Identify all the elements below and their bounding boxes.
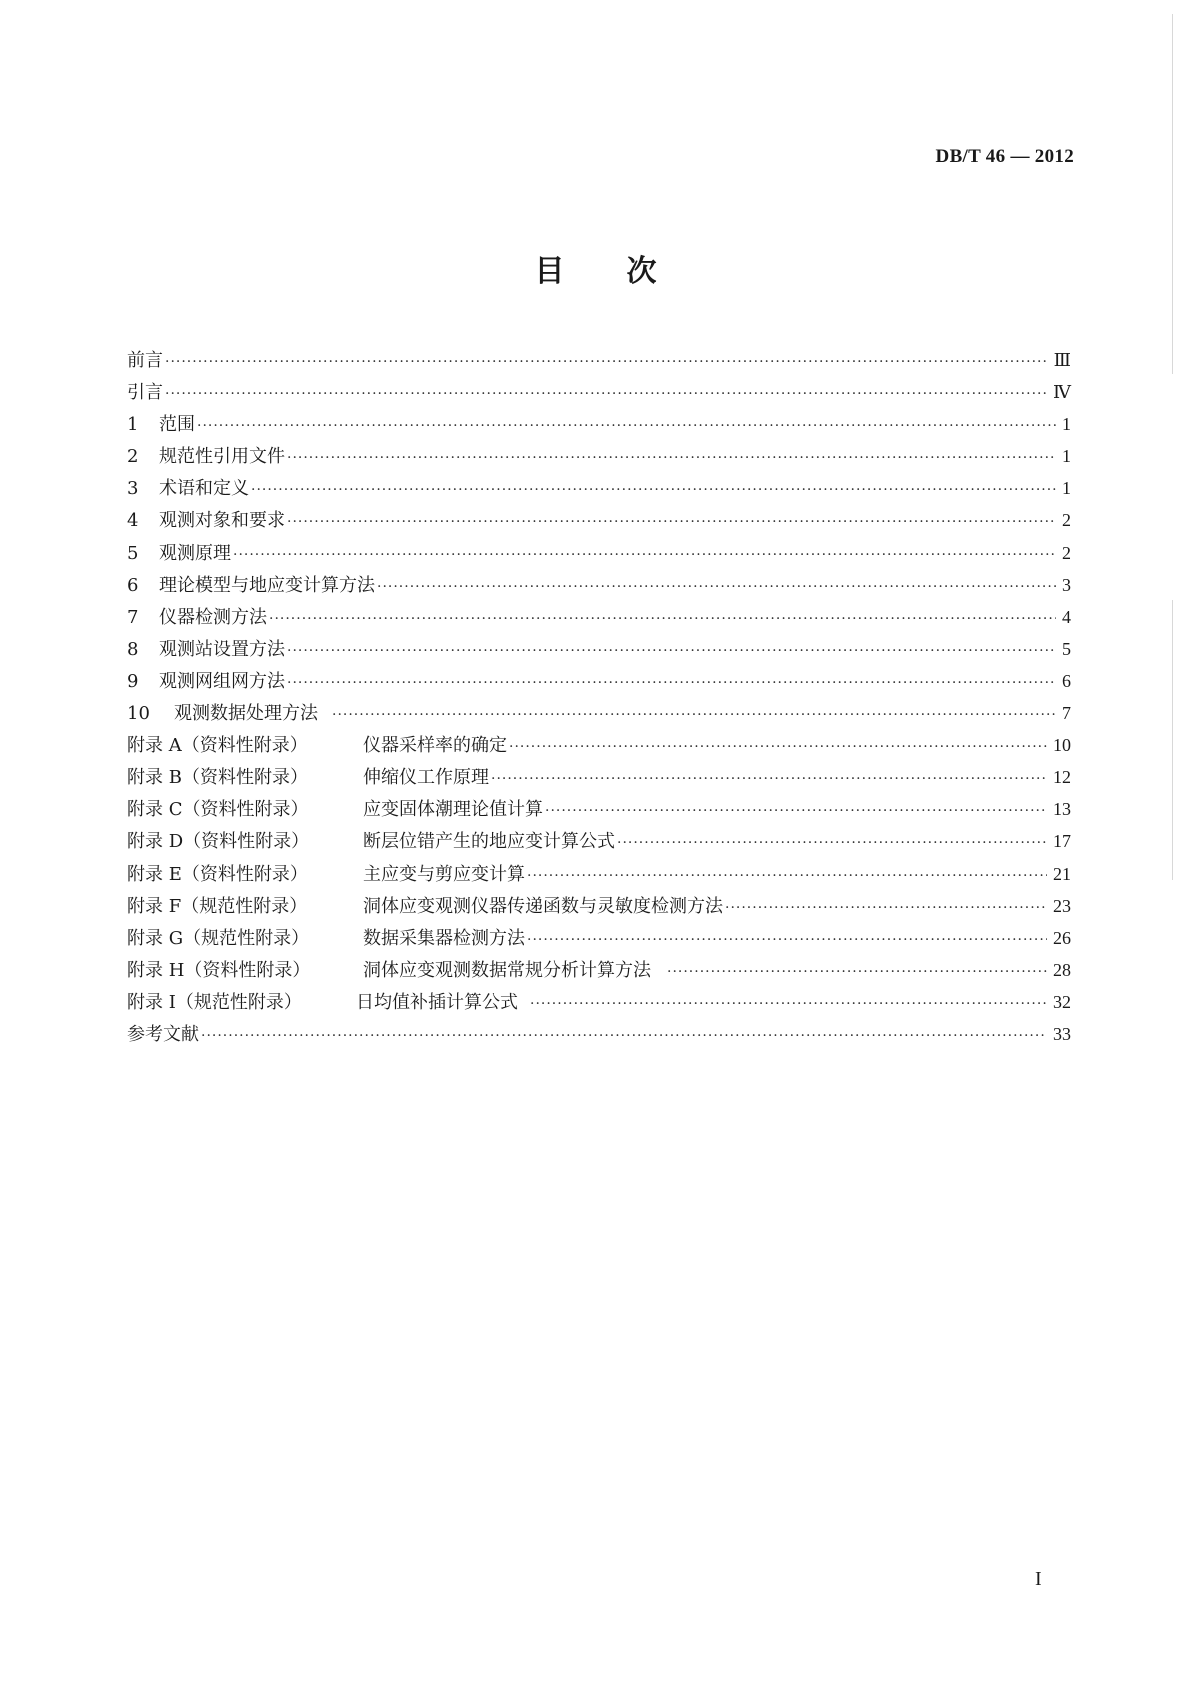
toc-title-char: 目 [534,254,565,289]
toc-appendix-entry[interactable] [127,827,1071,859]
toc-entry-label: 观测原理 [159,542,231,564]
toc-entry-label: 仪器检测方法 [159,606,267,628]
toc-appendix-prefix: 附录 G（规范性附录） [127,927,310,949]
toc-entry[interactable] [127,474,1071,506]
dot-leader [287,450,1056,466]
toc-appendix-prefix: 附录 C（资料性附录） [127,799,309,821]
dot-leader [491,771,1047,787]
toc-appendix-prefix: 附录 F（规范性附录） [127,895,308,917]
toc-entry-label: 观测网组网方法 [159,670,285,692]
toc-entry-page: 13 [1053,799,1071,820]
toc-entry-label: 洞体应变观测数据常规分析计算方法 [363,959,651,981]
toc-appendix-prefix: 附录 B（资料性附录） [127,767,308,789]
toc-entry-number: 2 [127,446,139,468]
dot-leader [527,868,1047,884]
dot-leader [233,547,1056,563]
toc-entry[interactable] [127,1020,1071,1052]
dot-leader [251,482,1056,498]
toc-appendix-prefix: 附录 H（资料性附录） [127,959,311,981]
toc-entry-label: 主应变与剪应变计算 [363,863,525,885]
toc-entry-label: 洞体应变观测仪器传递函数与灵敏度检测方法 [363,895,723,917]
toc-entry[interactable] [127,667,1071,699]
dot-leader [287,514,1056,530]
page-number: I [1035,1568,1042,1590]
toc-appendix-prefix: 附录 D（资料性附录） [127,831,310,853]
toc-entry[interactable] [127,603,1071,635]
toc-entry-page: 33 [1053,1023,1071,1044]
dot-leader [530,996,1047,1012]
toc-entry-label: 前言 [127,350,163,371]
toc-entry-page: 7 [1062,703,1071,724]
toc-entry-page: 12 [1053,767,1071,788]
toc-entry[interactable] [127,506,1071,538]
toc-entry-label: 术语和定义 [159,478,249,500]
toc-entry-page: 4 [1062,606,1071,627]
dot-leader [201,1028,1047,1044]
toc-appendix-entry[interactable] [127,924,1071,956]
toc-entry-page: 21 [1053,863,1071,884]
margin-rule [1172,600,1173,880]
dot-leader [725,900,1047,916]
toc-appendix-entry[interactable] [127,956,1071,988]
toc-entry-number: 8 [127,638,139,660]
toc-entry[interactable] [127,635,1071,667]
document-id: DB/T 46 — 2012 [935,146,1074,167]
toc-entry-page: 1 [1062,478,1071,499]
toc-entry-label: 日均值补插计算公式 [356,991,518,1013]
toc-appendix-entry[interactable] [127,892,1071,924]
toc-entry-page: 5 [1062,638,1071,659]
toc-entry-page: 28 [1053,959,1071,980]
toc-entry-label: 理论模型与地应变计算方法 [159,574,375,596]
dot-leader [197,418,1056,434]
toc-entry-label: 观测对象和要求 [159,510,285,532]
toc-entry-page: 17 [1053,831,1071,852]
toc-entry[interactable] [127,346,1071,378]
dot-leader [667,964,1047,980]
dot-leader [269,611,1056,627]
toc-entry-label: 范围 [159,414,195,436]
toc-entry[interactable] [127,539,1071,571]
toc-appendix-entry[interactable] [127,988,1071,1020]
toc-entry-number: 9 [127,670,139,692]
toc-title-char: 次 [626,254,657,289]
toc-entry-number: 3 [127,478,139,500]
toc-entry-label: 伸缩仪工作原理 [363,767,489,789]
dot-leader [287,643,1056,659]
dot-leader [545,803,1047,819]
toc-entry-page: 1 [1062,414,1071,435]
toc-entry[interactable] [127,410,1071,442]
dot-leader [287,675,1056,691]
toc-entry[interactable] [127,378,1071,410]
toc-appendix-entry[interactable] [127,795,1071,827]
dot-leader [165,386,1047,402]
toc-entry[interactable] [127,699,1071,731]
toc-entry-label: 应变固体潮理论值计算 [363,799,543,821]
toc-entry-number: 4 [127,510,139,532]
toc-entry-number: 10 [127,703,150,725]
toc-appendix-prefix: 附录 E（资料性附录） [127,863,308,885]
toc-entry-page: 6 [1062,670,1071,691]
toc-entry-page: 1 [1062,446,1071,467]
toc-entry-label: 数据采集器检测方法 [363,927,525,949]
toc-entry-number: 5 [127,542,139,564]
toc-entry-label: 仪器采样率的确定 [363,735,507,757]
toc-entry-label: 观测数据处理方法 [174,703,318,725]
toc-entry-number: 6 [127,574,139,596]
dot-leader [332,707,1056,723]
dot-leader [509,739,1047,755]
toc-entry[interactable] [127,571,1071,603]
dot-leader [527,932,1047,948]
toc-entry-label: 参考文献 [127,1023,199,1045]
toc-appendix-prefix: 附录 A（资料性附录） [127,735,308,757]
toc-entry-page: 26 [1053,927,1071,948]
toc-entry-page: 3 [1062,574,1071,595]
toc-entry-page: 2 [1062,542,1071,563]
toc-entry-label: 规范性引用文件 [159,446,285,468]
dot-leader [617,835,1047,851]
toc-entry[interactable] [127,442,1071,474]
toc-entry-page: Ⅳ [1053,382,1071,403]
toc-appendix-entry[interactable] [127,763,1071,795]
toc-entry-page: Ⅲ [1053,350,1071,370]
toc-entry-page: 32 [1053,991,1071,1012]
toc-entry-page: 10 [1053,735,1071,756]
toc-title [0,246,1191,290]
toc-entry-page: 2 [1062,510,1071,531]
dot-leader [165,354,1048,370]
toc-entry-label: 引言 [127,382,163,404]
toc-entry-number: 1 [127,414,139,436]
toc-appendix-prefix: 附录 I（规范性附录） [127,991,302,1013]
margin-rule [1172,14,1173,374]
toc-appendix-entry[interactable] [127,731,1071,763]
toc-entry-label: 断层位错产生的地应变计算公式 [363,831,615,853]
toc-appendix-entry[interactable] [127,860,1071,892]
toc-entry-page: 23 [1053,895,1071,916]
table-of-contents [127,346,1071,1052]
toc-entry-number: 7 [127,606,139,628]
dot-leader [377,579,1056,595]
toc-entry-label: 观测站设置方法 [159,638,285,660]
